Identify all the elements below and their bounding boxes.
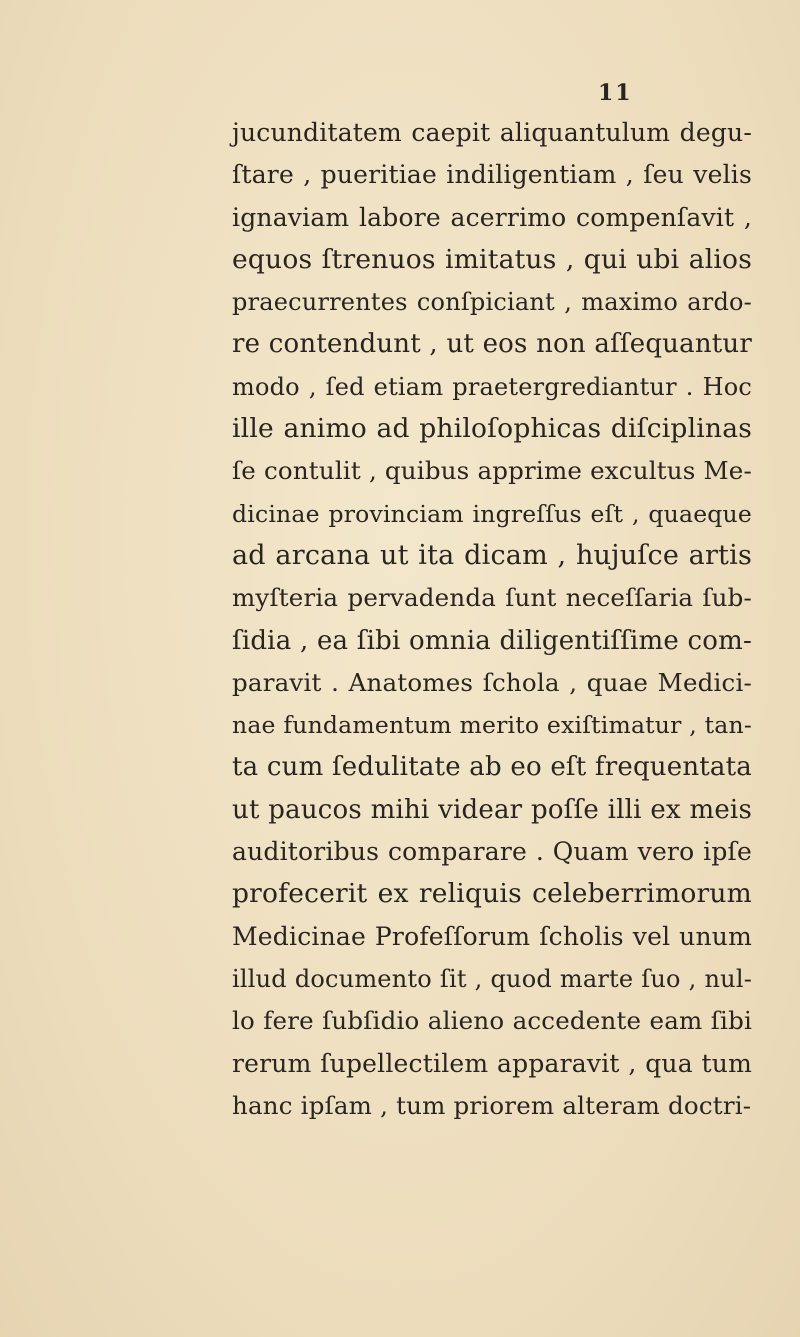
text-line: hanc ipſam , tum priorem alteram doctri- xyxy=(232,1090,752,1120)
page-number: 11 xyxy=(598,80,633,106)
text-line: rerum ſupellectilem apparavit , qua tum xyxy=(232,1048,752,1078)
text-line: ſe contulit , quibus apprime excultus Me- xyxy=(232,456,752,486)
text-line: lo fere ſubſidio alieno accedente eam ſibi xyxy=(232,1006,752,1036)
text-line: re contendunt , ut eos non aſſequantur xyxy=(232,329,752,360)
text-line: illud documento ſit , quod marte ſuo , nul- xyxy=(232,964,752,993)
text-line: ignaviam labore acerrimo compenſavit , xyxy=(232,202,752,232)
text-line: Medicinae Profeſſorum ſcholis vel unum xyxy=(232,921,752,951)
text-line: dicinae provinciam ingreſſus eſt , quaeque xyxy=(232,499,752,528)
text-line: ſtare , pueritiae indiligentiam , ſeu velis xyxy=(232,160,752,190)
text-line: profecerit ex reliquis celeberrimorum xyxy=(232,878,752,910)
text-line: ſidia , ea ſibi omnia diligentiſſime com- xyxy=(232,625,752,656)
text-line: ille animo ad philoſophicas diſciplinas xyxy=(232,413,752,445)
text-line: myſteria pervadenda ſunt neceſſaria ſub- xyxy=(232,583,752,613)
text-line: jucunditatem caepit aliquantulum degu- xyxy=(232,118,752,147)
text-line: equos ſtrenuos imitatus , qui ubi alios xyxy=(232,243,752,275)
body-text xyxy=(232,112,752,1127)
text-line: ta cum ſedulitate ab eo eſt frequentata xyxy=(232,752,752,783)
text-line: ut paucos mihi videar poſſe illi ex meis xyxy=(232,794,752,825)
text-line: ad arcana ut ita dicam , hujuſce artis xyxy=(232,539,752,571)
text-line: auditoribus comparare . Quam vero ipſe xyxy=(232,837,752,867)
text-line: paravit . Anatomes ſchola , quae Medici- xyxy=(232,667,752,697)
text-line: nae fundamentum merito exiſtimatur , tan- xyxy=(232,711,752,740)
text-line: praecurrentes conſpiciant , maximo ardo- xyxy=(232,288,752,317)
text-line: modo , ſed etiam praetergrediantur . Hoc xyxy=(232,372,752,401)
